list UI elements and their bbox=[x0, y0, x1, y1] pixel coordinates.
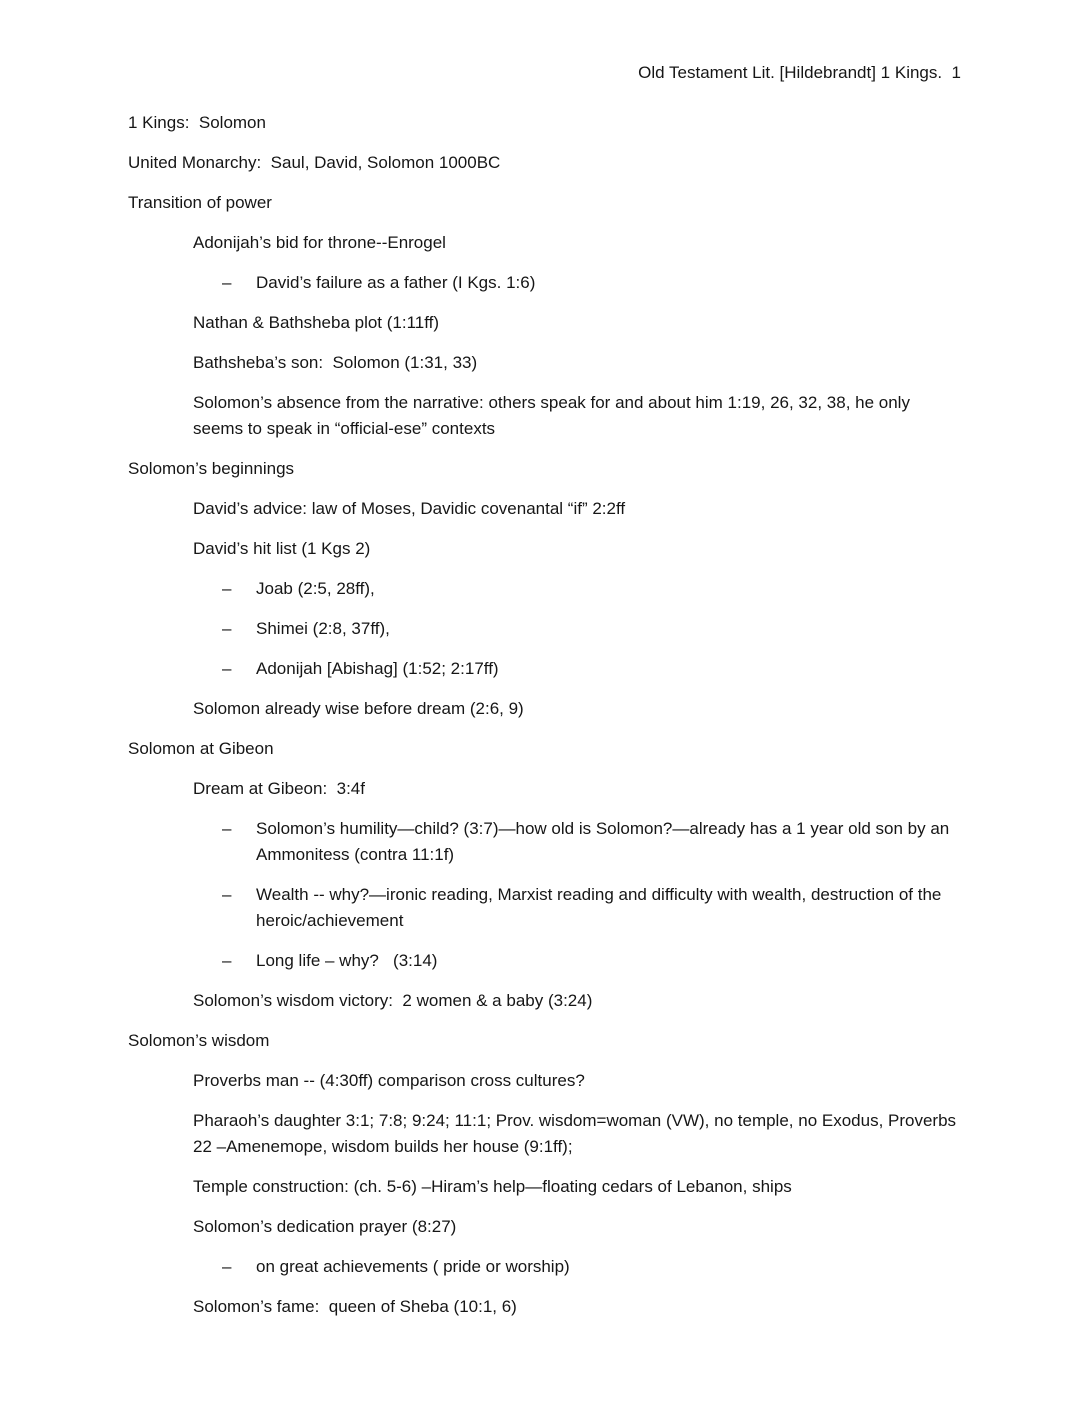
outline-item-text: on great achievements ( pride or worship) bbox=[256, 1257, 570, 1276]
outline-bullet-item bbox=[222, 882, 961, 934]
dash-bullet: – bbox=[222, 951, 232, 970]
outline-item: Solomon’s wisdom bbox=[128, 1031, 270, 1050]
page-header: Old Testament Lit. [Hildebrandt] 1 Kings. 1 bbox=[638, 63, 961, 82]
dash-bullet: – bbox=[222, 885, 232, 904]
outline-bullet-item bbox=[222, 816, 961, 868]
outline-item: Bathsheba’s son: Solomon (1:31, 33) bbox=[193, 353, 478, 372]
outline-item: 1 Kings: Solomon bbox=[128, 113, 266, 132]
outline-item: United Monarchy: Saul, David, Solomon 1000BC bbox=[128, 153, 501, 172]
dash-bullet: – bbox=[222, 659, 232, 678]
outline-item: Solomon already wise before dream (2:6, 9) bbox=[193, 699, 524, 718]
outline-item: Transition of power bbox=[128, 193, 272, 212]
outline-item-text: Joab (2:5, 28ff), bbox=[256, 579, 375, 598]
outline-item: Solomon at Gibeon bbox=[128, 739, 274, 758]
outline-item-text: Adonijah [Abishag] (1:52; 2:17ff) bbox=[256, 659, 499, 678]
outline-bullet-item bbox=[222, 616, 961, 642]
dash-bullet: – bbox=[222, 819, 232, 838]
outline-bullet-item bbox=[222, 1254, 961, 1280]
outline-item: Solomon’s beginnings bbox=[128, 459, 295, 478]
outline-item: Nathan & Bathsheba plot (1:11ff) bbox=[193, 313, 440, 332]
outline-item-text: Solomon’s humility—child? (3:7)—how old is Solomon?—already has a 1 year old son by an Ammonitess (contra 11:1f) bbox=[256, 819, 954, 864]
outline-bullet-item bbox=[222, 656, 961, 682]
dash-bullet: – bbox=[222, 273, 232, 292]
outline-item: Temple construction: (ch. 5-6) –Hiram’s help—floating cedars of Lebanon, ships bbox=[193, 1177, 792, 1196]
outline-item: Solomon’s fame: queen of Sheba (10:1, 6) bbox=[193, 1297, 517, 1316]
outline-item: David’s hit list (1 Kgs 2) bbox=[193, 539, 371, 558]
outline-item-text: Shimei (2:8, 37ff), bbox=[256, 619, 390, 638]
outline-item: Proverbs man -- (4:30ff) comparison cross cultures? bbox=[193, 1071, 585, 1090]
outline-bullet-item bbox=[222, 948, 961, 974]
outline-item: Adonijah’s bid for throne--Enrogel bbox=[193, 233, 446, 252]
dash-bullet: – bbox=[222, 1257, 232, 1276]
outline-bullet-item bbox=[222, 576, 961, 602]
outline-item: Solomon’s wisdom victory: 2 women & a baby (3:24) bbox=[193, 991, 593, 1010]
outline-item-text: Long life – why? (3:14) bbox=[256, 951, 438, 970]
outline-item-text: Wealth -- why?—ironic reading, Marxist reading and difficulty with wealth, destruction of the heroic/achievement bbox=[256, 885, 947, 930]
outline bbox=[128, 110, 961, 1320]
dash-bullet: – bbox=[222, 619, 232, 638]
outline-bullet-item bbox=[222, 270, 961, 296]
outline-item-text: David’s failure as a father (I Kgs. 1:6) bbox=[256, 273, 536, 292]
outline-item: Solomon’s absence from the narrative: others speak for and about him 1:19, 26, 32, 38, he only seems to speak in “official-ese” contexts bbox=[193, 393, 915, 438]
outline-item: David’s advice: law of Moses, Davidic covenantal “if” 2:2ff bbox=[193, 499, 626, 518]
outline-item: Solomon’s dedication prayer (8:27) bbox=[193, 1217, 457, 1236]
outline-item: Dream at Gibeon: 3:4f bbox=[193, 779, 365, 798]
outline-item: Pharaoh’s daughter 3:1; 7:8; 9:24; 11:1; Prov. wisdom=woman (VW), no temple, no Exodus, Proverbs 22 –Amenemope, wisdom builds her house (9:1ff); bbox=[193, 1111, 961, 1156]
dash-bullet: – bbox=[222, 579, 232, 598]
